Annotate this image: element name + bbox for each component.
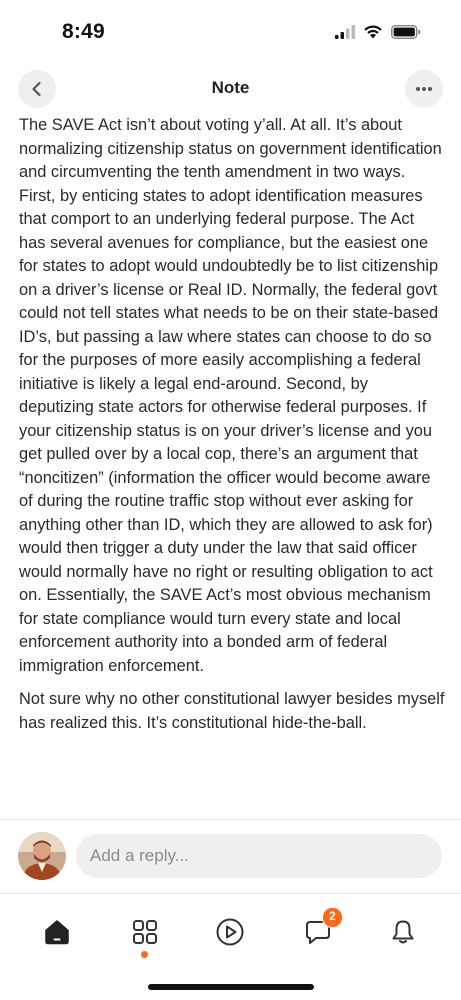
note-body [19, 114, 445, 818]
tab-explore[interactable] [123, 910, 167, 954]
user-avatar-icon [18, 832, 66, 880]
page-title: Note [211, 78, 250, 97]
home-icon [43, 918, 71, 946]
wifi-icon [363, 24, 383, 39]
tab-home[interactable] [35, 910, 79, 954]
status-bar [0, 0, 461, 60]
status-icons [335, 24, 421, 39]
note-paragraph: The SAVE Act isn’t about voting y’all. At all. It’s about normalizing citizenship status on government identification and circumventing the tenth amendment in two ways. First, by enticing states to adopt identification measures that comport to an underlying federal purpose. The Act has several avenues for compliance, but the easiest one for states to adopt would undoubtedly be to list citizenship on a driver’s license or Real ID. Normally, the federal govt could not tell states what needs to be on their state-based ID’s, but passing a law where states can choose to do so for the purposes of more easily accomplishing a federal initiative is likely a legal end-around. Second, by deputizing state actors for otherwise federal purposes. If your citizenship status is on your driver’s license and you get pulled over by a local cop, there’s an argument that “noncitizen” (information the officer would become aware of during the routine traffic stop without ever asking for anything other than ID, which they are allowed to ask for) would then trigger a duty under the law that said officer would normally have no right or resulting obligation to act on. Essentially, the SAVE Act’s most obvious mechanism for state compliance would turn every state and local enforcement authority into a bonded arm of federal immigration enforcement. [19, 116, 442, 675]
tab-notifications[interactable] [381, 910, 425, 954]
tab-bar [0, 894, 461, 964]
reply-bar [0, 820, 461, 892]
ellipsis-icon [415, 86, 433, 92]
bell-icon [389, 918, 417, 946]
reply-input[interactable] [76, 834, 442, 878]
tab-video[interactable] [208, 910, 252, 954]
home-indicator [148, 984, 314, 990]
note-header [0, 68, 461, 112]
status-time: 8:49 [62, 20, 105, 43]
cellular-signal-icon [335, 25, 355, 39]
battery-icon [391, 25, 421, 39]
avatar[interactable] [18, 832, 66, 880]
note-paragraph: Not sure why no other constitutional lawyer besides myself has realized this. It’s constitutional hide-the-ball. [19, 690, 445, 732]
chat-badge: 2 [322, 907, 343, 928]
new-content-dot [141, 951, 148, 958]
play-icon [215, 917, 245, 947]
more-options-button[interactable] [405, 70, 443, 108]
grid-icon [131, 918, 159, 946]
